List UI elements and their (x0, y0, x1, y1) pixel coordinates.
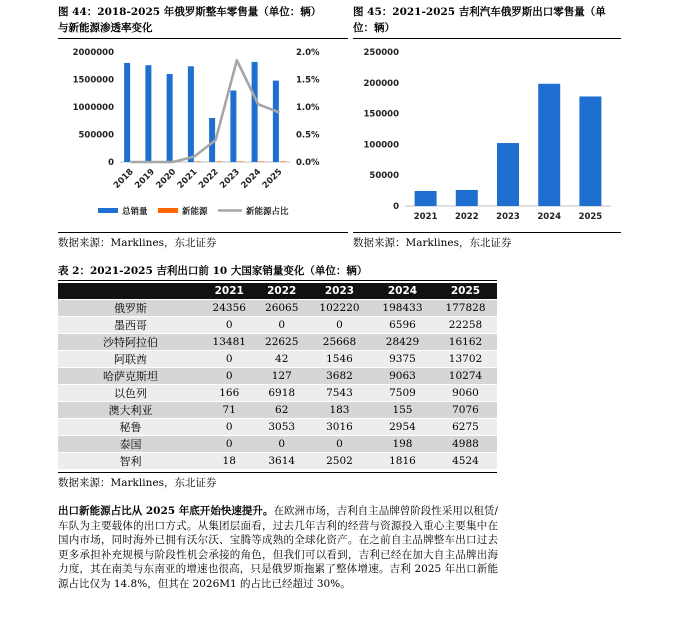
y-right-tick-label: 0.0% (296, 158, 320, 168)
figure-45-title-line1: 图 45：2021-2025 吉利汽车俄罗斯出口零售量（单 (353, 6, 606, 18)
sales-value-cell: 7076 (434, 402, 497, 419)
sales-value-cell: 9060 (434, 385, 497, 402)
sales-value-cell: 0 (203, 351, 255, 368)
table-2-source: 数据来源：Marklines，东北证券 (58, 477, 217, 489)
country-name-cell: 俄罗斯 (58, 300, 203, 317)
x-tick-label: 2024 (537, 212, 562, 222)
sales-value-cell: 0 (308, 436, 371, 453)
table-header-cell: 2022 (255, 283, 307, 300)
y-left-tick-label: 1500000 (72, 75, 114, 86)
sales-value-cell: 16162 (434, 334, 497, 351)
figure-44-source: 数据来源：Marklines，东北证券 (58, 237, 217, 249)
sales-value-cell: 198433 (371, 300, 434, 317)
table-2-top-rule (58, 280, 497, 281)
table-header-cell: 2021 (203, 283, 255, 300)
sales-value-cell: 4988 (434, 436, 497, 453)
nev-sales-bar (195, 161, 201, 162)
export-sales-bar (456, 190, 478, 206)
x-tick-label: 2023 (496, 212, 520, 222)
sales-value-cell: 6918 (255, 385, 307, 402)
sales-value-cell: 7543 (308, 385, 371, 402)
total-sales-bar (145, 65, 151, 162)
sales-value-cell: 10274 (434, 368, 497, 385)
sales-value-cell: 3614 (255, 453, 307, 470)
country-name-cell: 以色列 (58, 385, 203, 402)
country-name-cell: 秘鲁 (58, 419, 203, 436)
sales-value-cell: 3682 (308, 368, 371, 385)
x-tick-label: 2021 (413, 212, 438, 222)
nev-sales-bar (259, 161, 265, 162)
sales-value-cell: 1546 (308, 351, 371, 368)
table-header-cell: 2025 (434, 283, 497, 300)
sales-value-cell: 0 (203, 419, 255, 436)
figure-44-title (58, 4, 348, 36)
sales-value-cell: 177828 (434, 300, 497, 317)
y-tick-label: 200000 (363, 78, 399, 89)
total-sales-bar (167, 74, 173, 162)
sales-value-cell: 24356 (203, 300, 255, 317)
table-header-cell: 2023 (308, 283, 371, 300)
export-sales-bar (497, 143, 519, 206)
country-name-cell: 墨西哥 (58, 317, 203, 334)
x-tick-label: 2021 (175, 167, 200, 191)
y-left-tick-label: 0 (108, 158, 114, 168)
figure-45-top-rule (353, 38, 621, 39)
y-right-tick-label: 1.0% (296, 103, 320, 113)
figure-45-source: 数据来源：Marklines，东北证券 (353, 237, 512, 249)
x-tick-label: 2018 (111, 167, 136, 191)
x-tick-label: 2025 (578, 212, 603, 222)
country-name-cell: 阿联酋 (58, 351, 203, 368)
paragraph-lead: 出口新能源占比从 2025 年底开始快速提升。 (58, 505, 274, 517)
analysis-paragraph (58, 504, 498, 592)
geely-export-table (58, 283, 497, 469)
y-left-tick-label: 1000000 (72, 103, 114, 113)
y-tick-label: 0 (393, 202, 399, 212)
y-right-tick-label: 2.0% (296, 48, 320, 58)
sales-value-cell: 42 (255, 351, 307, 368)
x-tick-label: 2019 (133, 167, 157, 191)
y-left-tick-label: 500000 (78, 130, 114, 141)
total-sales-bar (230, 91, 236, 163)
sales-value-cell: 3016 (308, 419, 371, 436)
sales-value-cell: 0 (203, 317, 255, 334)
sales-value-cell: 4524 (434, 453, 497, 470)
y-right-tick-label: 0.5% (296, 130, 320, 141)
sales-value-cell: 198 (371, 436, 434, 453)
sales-value-cell: 3053 (255, 419, 307, 436)
country-name-cell: 澳大利亚 (58, 402, 203, 419)
sales-value-cell: 22625 (255, 334, 307, 351)
table-row (58, 317, 497, 334)
export-sales-bar (415, 191, 437, 206)
nev-sales-bar (237, 161, 243, 162)
sales-value-cell: 183 (308, 402, 371, 419)
sales-value-cell: 9375 (371, 351, 434, 368)
export-sales-bar (579, 96, 601, 206)
total-sales-bar (188, 66, 194, 162)
sales-value-cell: 62 (255, 402, 307, 419)
figure-44-title-line2: 与新能源渗透率变化 (58, 22, 153, 34)
figure-44-top-rule (58, 38, 348, 39)
sales-value-cell: 155 (371, 402, 434, 419)
figure-45-bottom-rule (353, 232, 621, 233)
country-name-cell: 哈萨克斯坦 (58, 368, 203, 385)
table-2-title: 表 2：2021-2025 吉利出口前 10 大国家销量变化（单位：辆） (58, 265, 368, 277)
legend-total-swatch (98, 208, 118, 213)
table-header-row (58, 283, 497, 300)
sales-value-cell: 26065 (255, 300, 307, 317)
figure-44-title-line1: 图 44：2018-2025 年俄罗斯整车零售量（单位：辆） (58, 6, 322, 18)
sales-value-cell: 2954 (371, 419, 434, 436)
table-row (58, 436, 497, 453)
x-tick-label: 2022 (454, 212, 479, 222)
figure-45-title-line2: 位：辆） (353, 22, 395, 34)
y-tick-label: 250000 (363, 48, 399, 58)
sales-value-cell: 127 (255, 368, 307, 385)
y-tick-label: 50000 (369, 171, 399, 182)
table-row (58, 351, 497, 368)
sales-value-cell: 2502 (308, 453, 371, 470)
figure-45-title (353, 4, 621, 36)
sales-value-cell: 0 (203, 368, 255, 385)
table-row (58, 368, 497, 385)
sales-value-cell: 71 (203, 402, 255, 419)
x-tick-label: 2025 (260, 167, 285, 191)
sales-value-cell: 6275 (434, 419, 497, 436)
figure-45-chart (353, 40, 621, 230)
sales-value-cell: 25668 (308, 334, 371, 351)
table-row (58, 300, 497, 317)
y-left-tick-label: 2000000 (72, 48, 114, 58)
table-row (58, 334, 497, 351)
legend-nev-label: 新能源 (182, 207, 208, 217)
y-tick-label: 100000 (363, 140, 399, 151)
sales-value-cell: 6596 (371, 317, 434, 334)
total-sales-bar (252, 62, 258, 162)
table-row (58, 419, 497, 436)
country-name-cell: 智利 (58, 453, 203, 470)
table-header-cell (58, 283, 203, 300)
table-row (58, 453, 497, 470)
table-body (58, 300, 497, 470)
nev-sales-bar (216, 161, 222, 162)
sales-value-cell: 22258 (434, 317, 497, 334)
sales-value-cell: 0 (308, 317, 371, 334)
x-tick-label: 2020 (154, 167, 179, 191)
sales-value-cell: 13702 (434, 351, 497, 368)
country-name-cell: 沙特阿拉伯 (58, 334, 203, 351)
sales-value-cell: 0 (203, 436, 255, 453)
figure-44-bottom-rule (58, 232, 348, 233)
x-tick-label: 2024 (239, 167, 264, 191)
nev-sales-bar (280, 161, 286, 162)
sales-value-cell: 166 (203, 385, 255, 402)
sales-value-cell: 18 (203, 453, 255, 470)
sales-value-cell: 102220 (308, 300, 371, 317)
x-tick-label: 2022 (196, 167, 221, 191)
total-sales-bar (273, 81, 279, 162)
legend-share-label: 新能源占比 (246, 207, 289, 217)
table-row (58, 402, 497, 419)
legend-total-label: 总销量 (122, 207, 148, 217)
sales-value-cell: 7509 (371, 385, 434, 402)
table-2-bottom-rule (58, 472, 497, 473)
country-name-cell: 泰国 (58, 436, 203, 453)
table-header-cell: 2024 (371, 283, 434, 300)
sales-value-cell: 0 (255, 436, 307, 453)
sales-value-cell: 9063 (371, 368, 434, 385)
sales-value-cell: 13481 (203, 334, 255, 351)
sales-value-cell: 0 (255, 317, 307, 334)
export-sales-bar (538, 84, 560, 206)
table-row (58, 385, 497, 402)
x-tick-label: 2023 (218, 167, 242, 191)
y-right-tick-label: 1.5% (296, 75, 320, 86)
legend-nev-swatch (158, 208, 178, 213)
y-tick-label: 150000 (363, 109, 399, 120)
sales-value-cell: 28429 (371, 334, 434, 351)
total-sales-bar (124, 63, 130, 162)
figure-44-chart (58, 40, 348, 230)
sales-value-cell: 1816 (371, 453, 434, 470)
paragraph-body: 在欧洲市场，吉利自主品牌曾阶段性采用以租赁/车队为主要载体的出口方式。从集团层面看，过去几年吉利的经营与资源投入重心主要集中在国内市场，同时海外已拥有沃尔沃、宝腾等成熟的全球化资产。在之前自主品牌整车出口过去更多承担补充规模与阶段性机会承接的角色，但我们可以看到，吉利已经在加大自主品牌出海力度，其在南美与东南亚的增速也很高，只是俄罗斯拖累了整体增速。吉利 2025 年出口新能源占比仅为 14.8%，但其在 2026M1 的占比已经超过 30%。 (58, 505, 498, 590)
